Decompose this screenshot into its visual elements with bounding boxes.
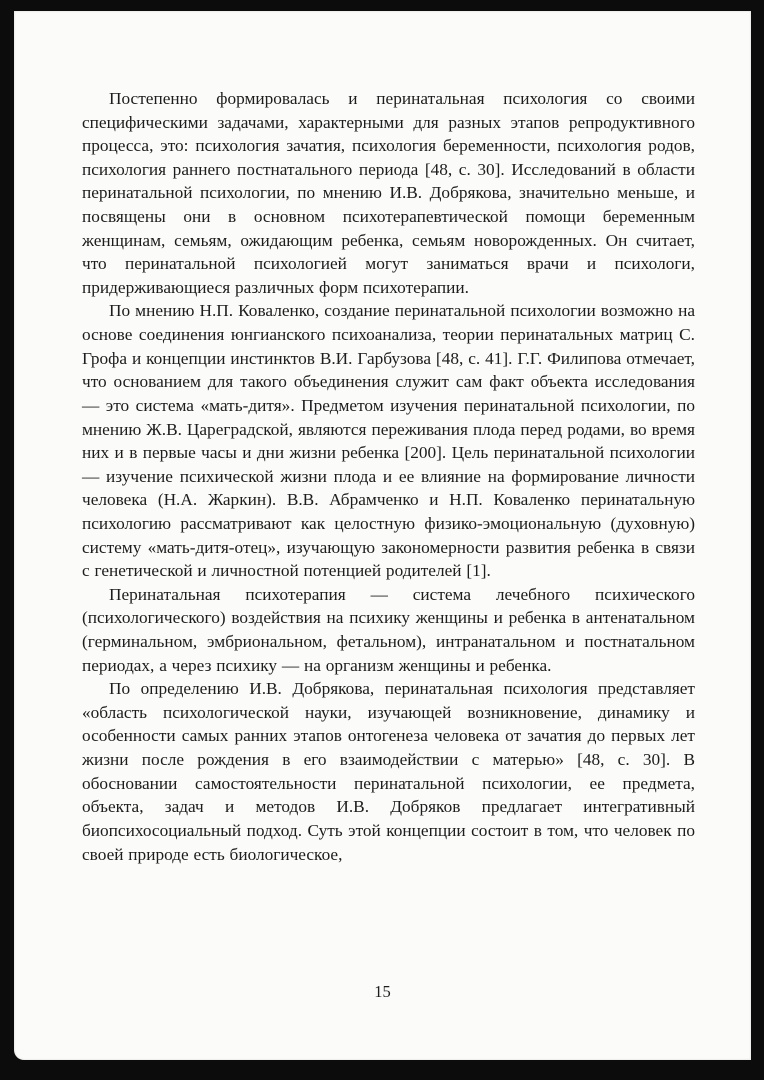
book-page — [14, 11, 751, 1060]
page-number: 15 — [374, 982, 391, 1001]
page-text-block — [82, 87, 695, 866]
paragraph: Постепенно формировалась и перинатальная психология со своими специфическими задачами, характерными для разных этапов репродуктивного процесса, это: психология зачатия, психология беременности, психология родов, психология раннего постнатального периода [48, с. 30]. Исследований в области перинатальной психологии, по мнению И.В. Добрякова, значительно меньше, и посвящены они в основном психотерапевтической помощи беременным женщинам, семьям, ожидающим ребенка, семьям новорожденных. Он считает, что перинатальной психологией могут заниматься врачи и психологи, придерживающиеся различных форм психотерапии. — [82, 89, 695, 297]
paragraph: По мнению Н.П. Коваленко, создание перинатальной психологии возможно на основе соединения юнгианского психоанализа, теории перинатальных матриц С. Грофа и концепции инстинктов В.И. Гарбузова [48, с. 41]. Г.Г. Филипова отмечает, что основанием для такого объединения служит сам факт объекта исследования — это система «мать-дитя». Предметом изучения перинатальной психологии, по мнению Ж.В. Цареградской, являются переживания плода перед родами, во время них и в первые часы и дни жизни ребенка [200]. Цель перинатальной психологии — изучение психической жизни плода и ее влияние на формирование личности человека (Н.А. Жаркин). В.В. Абрамченко и Н.П. Коваленко перинатальную психологию рассматривают как целостную физико-эмоциональную (духовную) систему «мать-дитя-отец», изучающую закономерности развития ребенка в связи с генетической и личностной потенцией родителей [1]. — [82, 301, 695, 581]
paragraph: Перинатальная психотерапия — система лечебного психического (психологического) воздействия на психику женщины и ребенка в антенатальном (герминальном, эмбриональном, фетальном), интранатальном и постнатальном периодах, а через психику — на организм женщины и ребенка. — [82, 584, 695, 675]
paragraph: По определению И.В. Добрякова, перинатальная психология представляет «область психологической науки, изучающей возникновение, динамику и особенности самых ранних этапов онтогенеза человека от зачатия до первых лет жизни после рождения в его взаимодействии с матерью» [48, с. 30]. В обосновании самостоятельности перинатальной психологии, ее предмета, объекта, задач и методов И.В. Добряков предлагает интегративный биопсихосоциальный подход. Суть этой концепции состоит в том, что человек по своей природе есть биологическое, — [82, 679, 695, 864]
